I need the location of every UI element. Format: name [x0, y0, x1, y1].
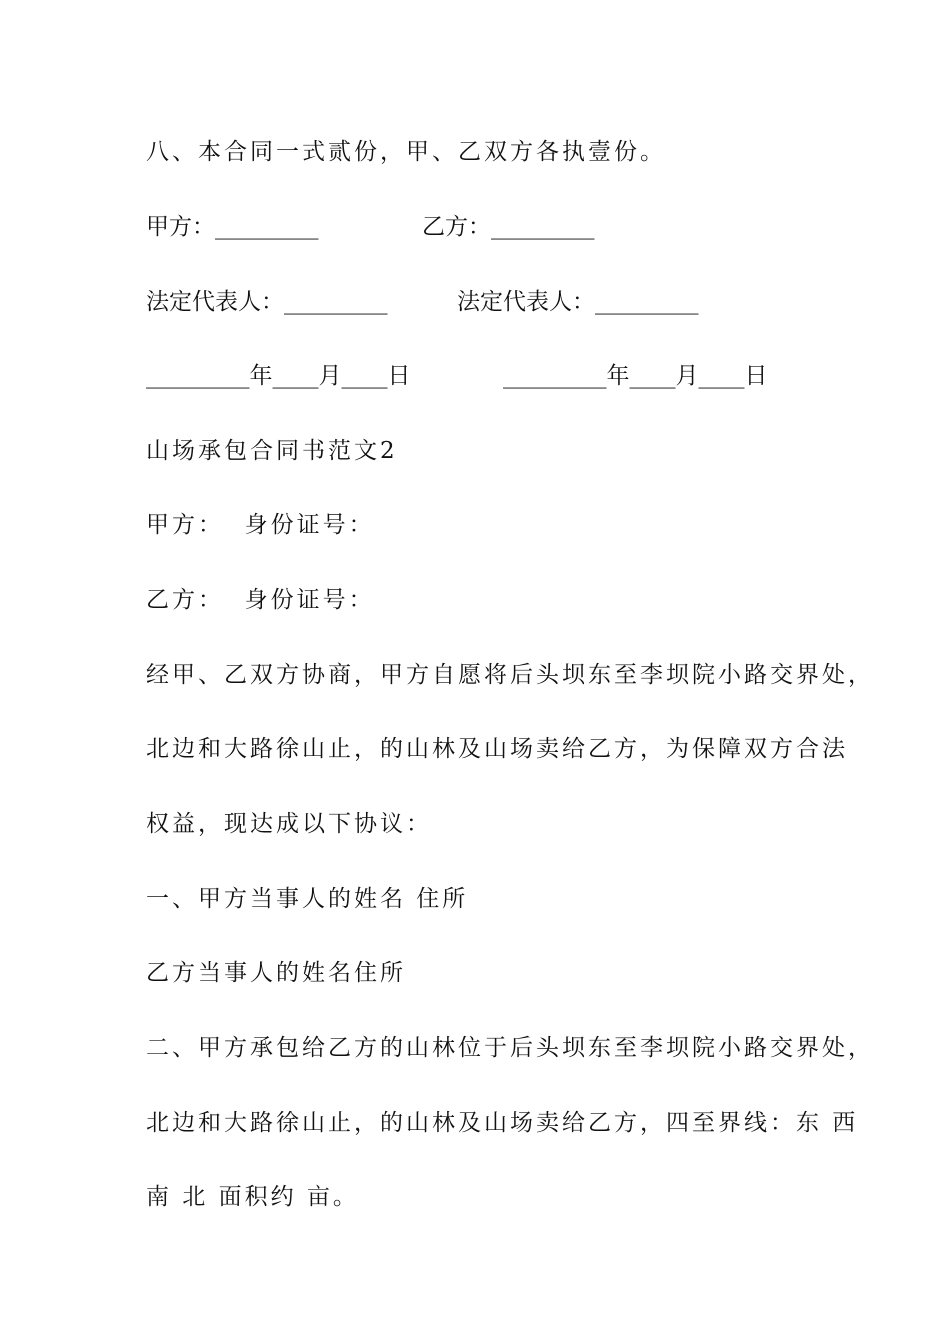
intro-line: 权益，现达成以下协议： [146, 811, 432, 837]
clause-1-line: 乙方当事人的姓名住所 [146, 960, 406, 986]
party-b-id: 乙方： 身份证号： [146, 587, 375, 613]
signature-date-row [146, 361, 768, 391]
clause-2-line: 南 北 面积约 亩。 [146, 1184, 359, 1210]
representative-b-signature: 法定代表人：_________ [457, 289, 699, 315]
section-title: 山场承包合同书范文2 [146, 438, 398, 464]
intro-line: 北边和大路徐山止，的山林及山场卖给乙方，为保障双方合法 [146, 736, 848, 762]
clause-1-line: 一、甲方当事人的姓名 住所 [146, 886, 469, 912]
party-a-signature: 甲方：_________ [146, 214, 319, 240]
representative-a-signature: 法定代表人：_________ [146, 289, 388, 315]
signature-party-row [146, 212, 595, 242]
date-b: _________年____月____日 [503, 363, 768, 389]
signature-representative-row [146, 287, 699, 317]
party-a-id: 甲方： 身份证号： [146, 512, 375, 538]
party-b-signature: 乙方：_________ [422, 214, 595, 240]
clause-8: 八、本合同一式贰份，甲、乙双方各执壹份。 [146, 139, 666, 165]
date-a: _________年____月____日 [146, 363, 411, 389]
clause-2-line: 北边和大路徐山止，的山林及山场卖给乙方，四至界线：东 西 [146, 1110, 859, 1136]
clause-2-line: 二、甲方承包给乙方的山林位于后头坝东至李坝院小路交界处， [146, 1035, 874, 1061]
intro-line: 经甲、乙双方协商，甲方自愿将后头坝东至李坝院小路交界处， [146, 662, 874, 688]
